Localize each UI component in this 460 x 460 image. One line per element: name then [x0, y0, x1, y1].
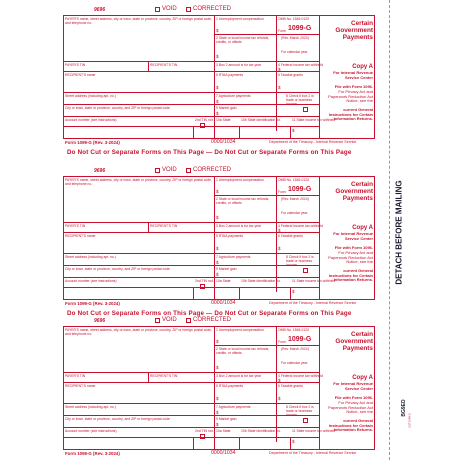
corrected-label: CORRECTED — [193, 6, 232, 12]
box2-label: 2 State or local income tax refunds, credits, or offsets — [216, 36, 270, 44]
box11-label: 11 State income tax withheld — [292, 118, 336, 122]
form-number: 1099-G — [288, 25, 312, 32]
form-sheet — [63, 0, 377, 460]
box3-label: 3 Box 2 amount is for tax year — [216, 63, 262, 67]
box8-checkbox[interactable] — [303, 107, 308, 112]
omb-number: OMB No. 1545-0120 — [278, 17, 310, 21]
tin-not-checkbox[interactable] — [200, 123, 205, 128]
box7-label: 7 Agriculture payments — [216, 94, 251, 98]
tin-not-checkbox[interactable] — [200, 434, 205, 439]
tin-not-label: 2nd TIN not. — [195, 118, 214, 122]
detach-label — [395, 162, 403, 302]
void-checkbox[interactable] — [155, 168, 160, 173]
corner-code-text: BG9ED — [401, 399, 407, 417]
tin-not-checkbox[interactable] — [200, 284, 205, 289]
box8-label: 8 Check if box 2 is trade or business income — [286, 94, 314, 106]
box8-checkbox[interactable] — [303, 268, 308, 273]
do-not-cut-notice: Do Not Cut or Separate Forms on This Page — Do Not Cut or Separate Forms on This Page — [67, 310, 352, 317]
corner-small-text: CUT 1099-G — [408, 413, 412, 428]
corrected-checkbox[interactable] — [186, 318, 191, 323]
city-label: City or town, state or province, country, and ZIP or foreign postal code — [65, 106, 170, 110]
detach-text: DETACH BEFORE MAILING — [394, 180, 404, 285]
corner-code — [400, 375, 410, 445]
box9-label: 9 Market gain — [216, 106, 237, 110]
account-label: Account number (see instructions) — [65, 118, 117, 122]
payer-info-label: PAYER'S name, street address, city or town, state or province, country, ZIP or foreign postal code, and telephone no. — [65, 17, 213, 25]
form-1099g-copy-3: 9696 VOID CORRECTED PAYER'S name, street address, city or town, state or province, country, ZIP or foreign postal code, and telephone no. 1 Unemployment compensation $ OMB No. 1545-0120 Form 1099-G (Rev. March 2024) For calendar year 2 State or local income tax refunds, credits, or offsets $ Certain Government Payments PAYER'S TIN RECIPIENT'S TIN 3 Box 2 amount is for tax year 4 Federal income tax withheld $ Copy A For Internal Revenue Service Center File with Form 1096. For Privacy Act and Paperwork Reduction Act Notice, see the current General Instructions for Certain Information Returns. RECIPIENT'S name 5 RTAA payments $ 6 Taxable grants $ Street address (including apt. no.) 7 Agriculture payments $ 8 Check if box 2 is trade or business income City or town, state or province, country, and ZIP or foreign postal code 9 Market gain $ Account number (see instructions) 2nd TIN not. 10a State 10b State identification no. 11 State income tax withheld $ Form 1099-G (Rev. 3-2024) 0000/1034 Department of the Treasury - Internal Revenue Service — [65, 317, 373, 456]
box5-label: 5 RTAA payments — [216, 73, 244, 77]
void-label: VOID — [162, 6, 177, 12]
box8-checkbox[interactable] — [303, 418, 308, 423]
box1-label: 1 Unemployment compensation — [216, 17, 264, 21]
box10a-label: 10a State — [216, 118, 231, 122]
box6-label: 6 Taxable grants — [278, 73, 303, 77]
recipient-name-label: RECIPIENT'S name — [65, 73, 96, 77]
form-1099g-copy-1: 9696 VOID CORRECTED PAYER'S name, street address, city or town, state or province, country, ZIP or foreign postal code, and telephone no. 1 Unemployment compensation $ OMB No. 1545-0120 Form 1099-G (Rev. March 2024) For calendar year 2 State or local income tax refunds, credits, or offsets $ Certain Government Payments PAYER'S TIN RECIPIENT'S TIN 3 Box 2 amount is for tax year 4 Federal income tax withheld $ Copy A For Internal Revenue Service Center File with Form 1096. For Privacy Act and Paperwork Reduction Act Notice, see the current General Instructions for Certain Information Returns. RECIPIENT'S name 5 RTAA payments $ 6 Taxable grants $ Street address (including apt. no.) 7 Agriculture payments $ 8 Check if box 2 is trade or business income City or town, state or province, country, and ZIP or foreign postal code 9 Market gain $ Account number (see instructions) 2nd TIN not. 10a State 10b State identification no. 11 State income tax withheld $ Form 1099-G (Rev. 3-2024) 0000/1034 Department of the Treasury - Internal Revenue Service Do Not Cut or Separate Forms on This Page — Do Not Cut or Separate Forms on This Page — [65, 6, 373, 156]
void-checkbox[interactable] — [155, 7, 160, 12]
irs-center: For Internal Revenue Service Center — [333, 70, 373, 80]
payer-tin-label: PAYER'S TIN — [65, 63, 86, 67]
box10b-label: 10b State identification no. — [241, 118, 281, 122]
do-not-cut-notice: Do Not Cut or Separate Forms on This Page — Do Not Cut or Separate Forms on This Page — [67, 149, 352, 156]
form-title: Certain Government Payments — [335, 20, 373, 41]
corrected-checkbox[interactable] — [186, 168, 191, 173]
form-1099g-copy-2: 9696 VOID CORRECTED PAYER'S name, street address, city or town, state or province, country, ZIP or foreign postal code, and telephone no. 1 Unemployment compensation $ OMB No. 1545-0120 Form 1099-G (Rev. March 2024) For calendar year 2 State or local income tax refunds, credits, or offsets $ Certain Government Payments PAYER'S TIN RECIPIENT'S TIN 3 Box 2 amount is for tax year 4 Federal income tax withheld $ Copy A For Internal Revenue Service Center File with Form 1096. For Privacy Act and Paperwork Reduction Act Notice, see the current General Instructions for Certain Information Returns. RECIPIENT'S name 5 RTAA payments $ 6 Taxable grants $ Street address (including apt. no.) 7 Agriculture payments $ 8 Check if box 2 is trade or business income City or town, state or province, country, and ZIP or foreign postal code 9 Market gain $ Account number (see instructions) 2nd TIN not. 10a State 10b State identification no. 11 State income tax withheld $ Form 1099-G (Rev. 3-2024) 0000/1034 Department of the Treasury - Internal Revenue Service Do Not Cut or Separate Forms on This Page — Do Not Cut or Separate Forms on This Page — [65, 167, 373, 317]
corrected-checkbox[interactable] — [186, 7, 191, 12]
perforation-line — [389, 0, 391, 460]
copy-label: Copy A — [352, 64, 373, 70]
box4-label: 4 Federal income tax withheld — [278, 63, 324, 67]
void-checkbox[interactable] — [155, 318, 160, 323]
recipient-tin-label: RECIPIENT'S TIN — [150, 63, 178, 67]
street-label: Street address (including apt. no.) — [65, 94, 116, 98]
form-code: 9696 — [94, 7, 106, 13]
